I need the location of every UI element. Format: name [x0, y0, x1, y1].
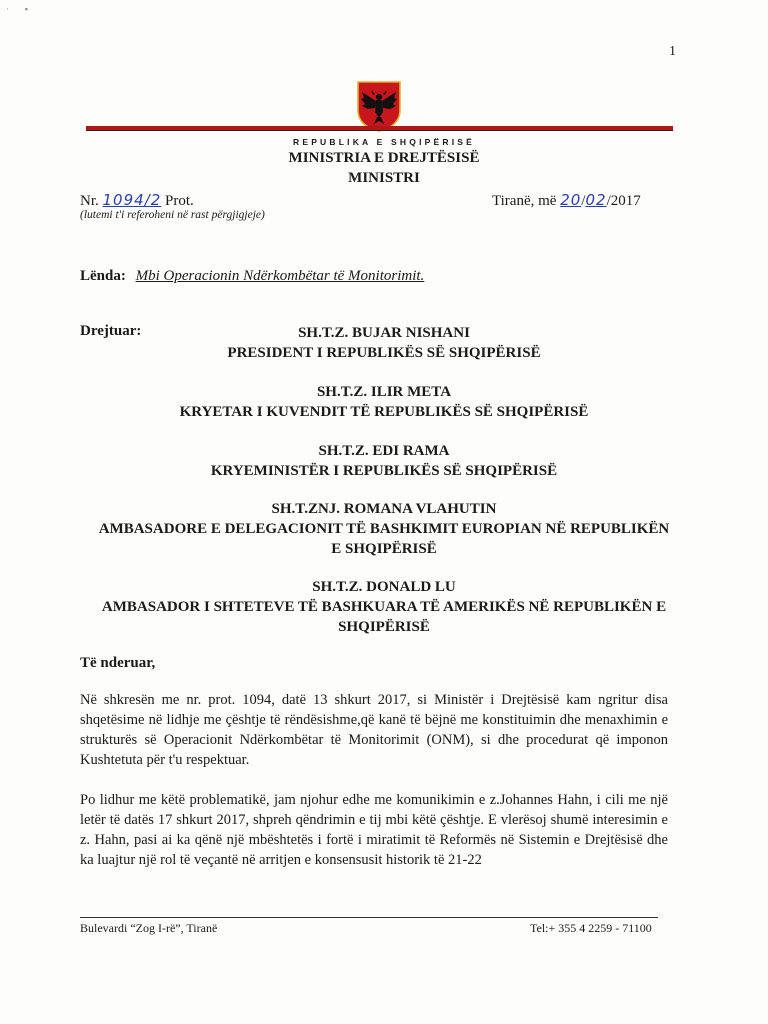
page-number: 1: [669, 44, 676, 59]
reference-number: [80, 191, 194, 210]
subject-value: Mbi Operacionin Ndërkombëtar të Monitorimit.: [135, 268, 425, 284]
office-name: MINISTRI: [348, 170, 420, 186]
addressee-block: [80, 441, 688, 481]
header-rule: [86, 130, 673, 131]
albanian-emblem-icon: [356, 80, 402, 132]
addressee-title: PRESIDENT I REPUBLIKËS SË SHQIPËRISË: [227, 345, 541, 361]
reference-note: (lutemi t'i referoheni në rast përgjigjeje): [80, 209, 265, 221]
body-paragraph: Po lidhur me këtë problematikë, jam njohur edhe me komunikimin e z.Johannes Hahn, i cili me një letër të datës 17 shkurt 2017, shpreh qëndrimin e tij mbi këtë çështje. E vlerësoj shumë interesimin e z. Hahn, pasi ai ka qënë një mbështetës i fortë i miratimit të Reformës në Sistemin e Drejtësisë dhe ka luajtur një rol të veçantë në arritjen e konsensusit historik të 21-22: [80, 792, 668, 868]
handwritten-day: 20: [560, 191, 582, 209]
subject-label: Lënda:: [80, 268, 126, 284]
nr-label: Nr.: [80, 193, 99, 209]
addressee-title: SHQIPËRISË: [338, 619, 430, 635]
addressee-name: SH.T.ZNJ. ROMANA VLAHUTIN: [271, 501, 497, 517]
addressee-block: [80, 499, 688, 559]
addressee-name: SH.T.Z. BUJAR NISHANI: [298, 325, 470, 341]
footer-rule: [80, 917, 658, 918]
addressee-title: AMBASADORE E DELEGACIONIT TË BASHKIMIT EUROPIAN NË REPUBLIKËN: [98, 521, 670, 537]
addressee-name: SH.T.Z. EDI RAMA: [318, 443, 450, 459]
ministry-name: MINISTRIA E DREJTËSISË: [288, 150, 480, 166]
prot-label: Prot.: [165, 193, 194, 209]
greeting: Të nderuar,: [80, 655, 156, 671]
addressee-name: SH.T.Z. ILIR META: [316, 384, 452, 400]
footer-address: Bulevardi “Zog I-rë”, Tiranë: [80, 921, 218, 935]
handwritten-month: 02: [585, 191, 607, 209]
addressee-title: AMBASADOR I SHTETEVE TË BASHKUARA TË AMERIKËS NË REPUBLIKËN E: [101, 599, 667, 615]
year: /2017: [606, 193, 641, 209]
place-date: Tiranë, më 20/02/2017: [492, 191, 641, 209]
addressee-block: [80, 382, 688, 422]
addressee-name: SH.T.Z. DONALD LU: [312, 579, 456, 595]
handwritten-number: 1094/2: [102, 191, 162, 209]
addressee-title: KRYEMINISTËR I REPUBLIKËS SË SHQIPËRISË: [210, 463, 558, 479]
scan-mark: · ▪: [6, 4, 28, 14]
subject-line: [80, 268, 424, 285]
place-label: Tiranë, më: [492, 193, 557, 209]
footer-phone: Tel:+ 355 4 2259 - 71100: [530, 921, 652, 935]
addressee-title: KRYETAR I KUVENDIT TË REPUBLIKËS SË SHQIPËRISË: [179, 404, 589, 420]
addressee-block: [80, 577, 688, 637]
addressees-label: Drejtuar:: [80, 323, 142, 339]
addressee-block: [80, 323, 688, 363]
body-paragraph: Në shkresën me nr. prot. 1094, datë 13 shkurt 2017, si Ministër i Drejtësisë kam ngritur disa shqetësime në lidhje me çështje të rëndësishme,që kanë të bëjnë me konstituimin dhe menaxhimin e strukturës së Operacionit Ndërkombëtar të Monitorimit (ONM), si dhe procedurat që imponon Kushtetuta për t'u respektuar.: [80, 692, 668, 768]
addressee-title: E SHQIPËRISË: [331, 541, 437, 557]
republic-name: REPUBLIKA E SHQIPËRISË: [292, 137, 476, 147]
